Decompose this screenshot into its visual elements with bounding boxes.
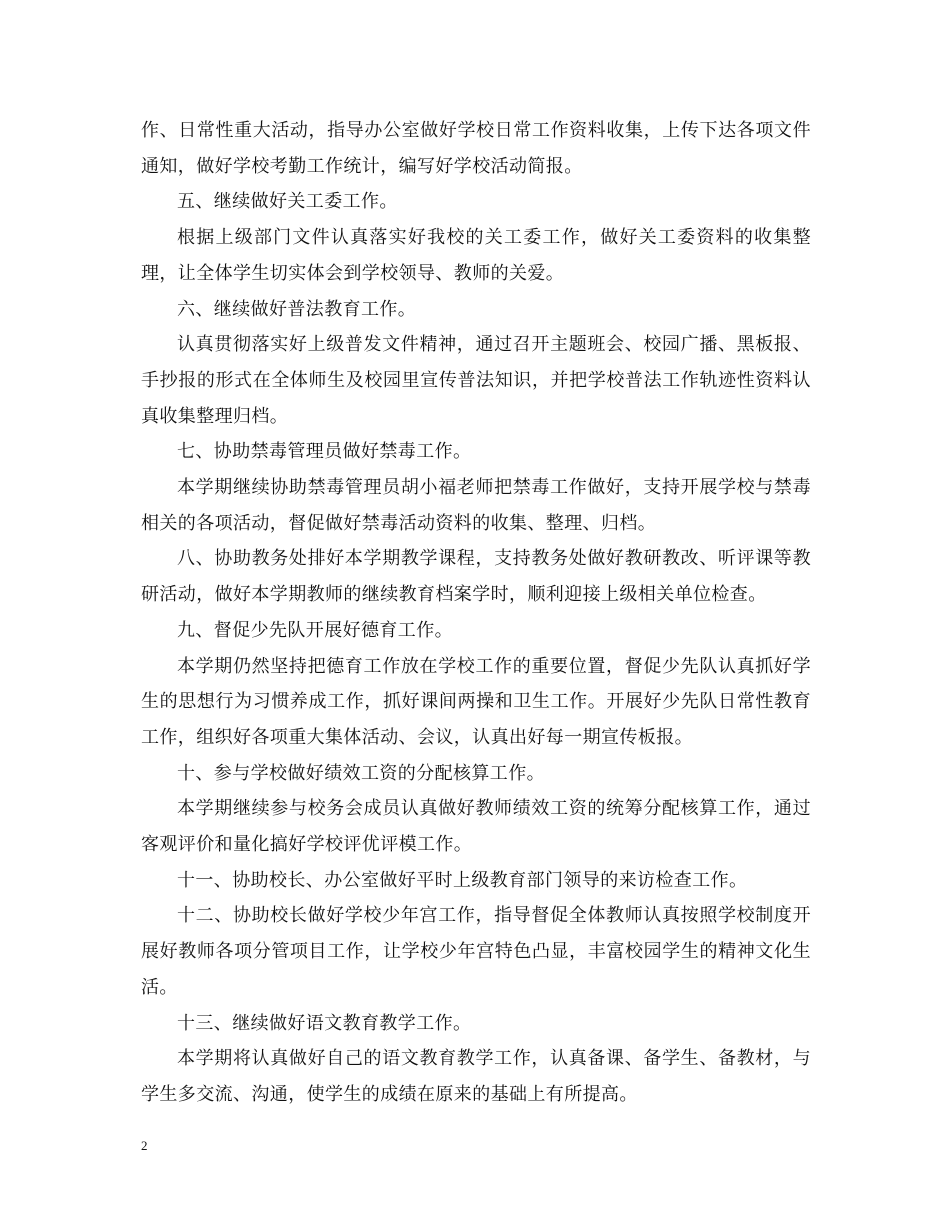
section-heading-5: 五、继续做好关工委工作。: [177, 191, 398, 213]
paragraph-yuwen: 本学期将认真做好自己的语文教育教学工作，认真备课、备学生、备教材，与学生多交流、沟通，使学生的成绩在原来的基础上有所提高。: [141, 1048, 811, 1105]
section-heading-8: 八、协助教务处排好本学期教学课程，支持教务处做好教研教改、听评课等教研活动，做好本学期教师的继续教育档案学时，顺利迎接上级相关单位检查。: [141, 548, 811, 606]
page-number: 2: [141, 1138, 148, 1153]
paragraph-guangongwei: 根据上级部门文件认真落实好我校的关工委工作，做好关工委资料的收集整理，让全体学生切实体会到学校领导、教师的关爱。: [141, 227, 811, 284]
section-heading-6: 六、继续做好普法教育工作。: [177, 298, 417, 320]
section-heading-12: 十二、协助校长做好学校少年宫工作，指导督促全体教师认真按照学校制度开展好教师各项分管项目工作，让学校少年宫特色凸显，丰富校园学生的精神文化生活。: [141, 905, 811, 998]
paragraph-deyu: 本学期仍然坚持把德育工作放在学校工作的重要位置，督促少先队认真抓好学生的思想行为习惯养成工作，抓好课间两操和卫生工作。开展好少先队日常性教育工作，组织好各项重大集体活动、会议，认真出好每一期宣传板报。: [141, 655, 811, 748]
paragraph-jindu: 本学期继续协助禁毒管理员胡小福老师把禁毒工作做好，支持开展学校与禁毒相关的各项活动，督促做好禁毒活动资料的收集、整理、归档。: [141, 477, 811, 534]
document-body: [141, 113, 811, 1113]
paragraph-pufa: 认真贯彻落实好上级普发文件精神，通过召开主题班会、校园广播、黑板报、手抄报的形式在全体师生及校园里宣传普法知识，并把学校普法工作轨迹性资料认真收集整理归档。: [141, 334, 811, 427]
section-heading-13: 十三、继续做好语文教育教学工作。: [177, 1012, 472, 1034]
paragraph-continuation: 作、日常性重大活动，指导办公室做好学校日常工作资料收集，上传下达各项文件通知，做好学校考勤工作统计，编写好学校活动简报。: [141, 120, 811, 177]
section-heading-11: 十一、协助校长、办公室做好平时上级教育部门领导的来访检查工作。: [177, 869, 748, 891]
section-heading-7: 七、协助禁毒管理员做好禁毒工作。: [177, 441, 472, 463]
paragraph-jixiao: 本学期继续参与校务会成员认真做好教师绩效工资的统筹分配核算工作，通过客观评价和量化搞好学校评优评模工作。: [141, 798, 811, 856]
section-heading-9: 九、督促少先队开展好德育工作。: [177, 619, 453, 641]
section-heading-10: 十、参与学校做好绩效工资的分配核算工作。: [177, 762, 545, 784]
